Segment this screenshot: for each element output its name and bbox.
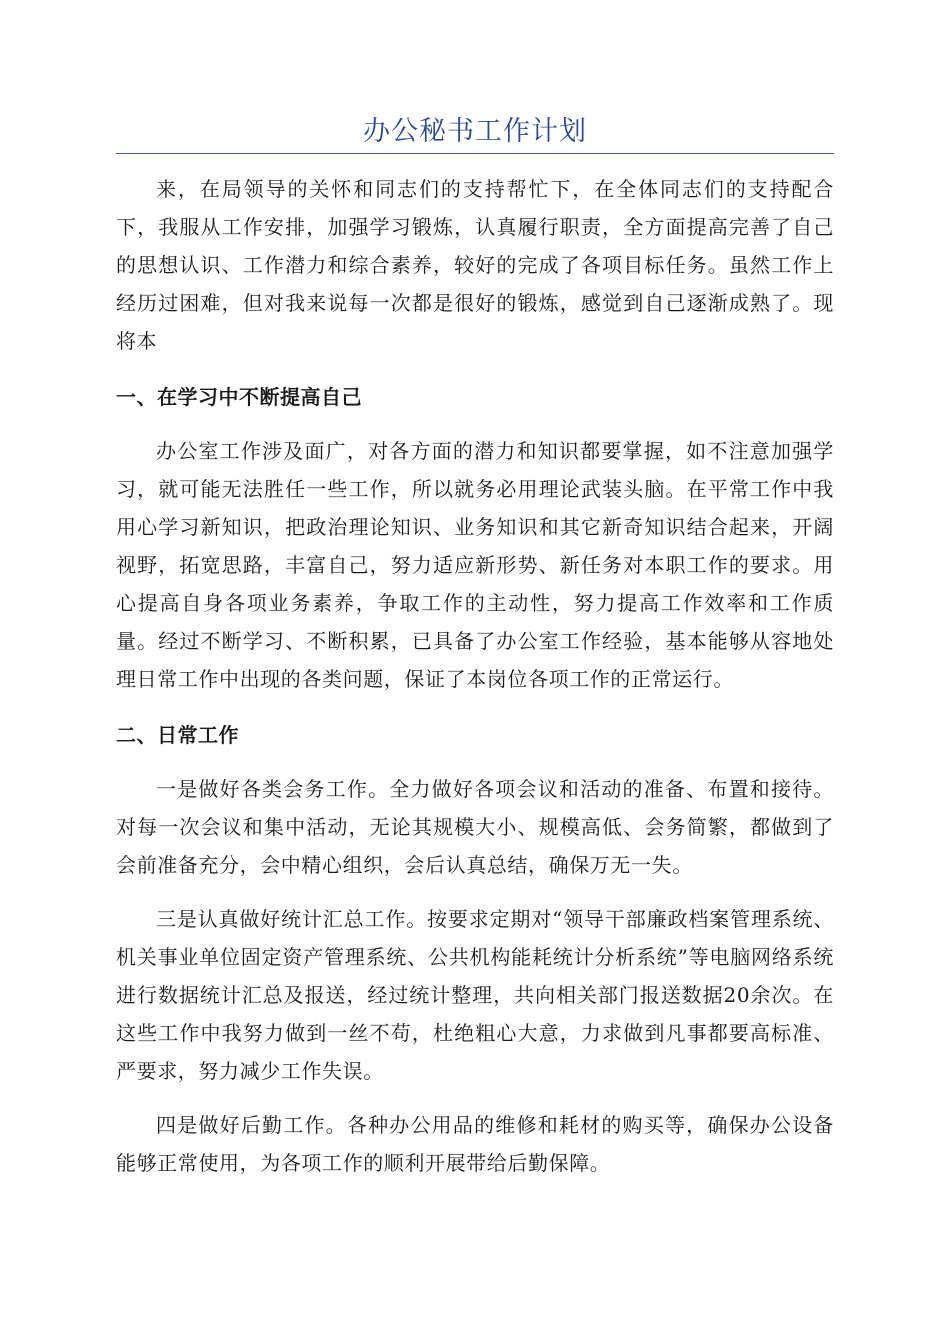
body-paragraph: 一是做好各类会务工作。全力做好各项会议和活动的准备、布置和接待。对每一次会议和集中活动，无论其规模大小、规模高低、会务简繁，都做到了会前准备充分，会中精心组织，会后认真总结，确保万无一失。 [116, 777, 834, 877]
section-heading: 二、日常工作 [116, 723, 239, 747]
intro-paragraph: 来，在局领导的关怀和同志们的支持帮忙下，在全体同志们的支持配合下，我服从工作安排，加强学习锻炼，认真履行职责，全方面提高完善了自己的思想认识、工作潜力和综合素养，较好的完成了各项目标任务。虽然工作上经历过困难，但对我来说每一次都是很好的锻炼，感觉到自己逐渐成熟了。现将本 [116, 177, 834, 353]
title-divider [116, 153, 834, 154]
body-paragraph: 三是认真做好统计汇总工作。按要求定期对“领导干部廉政档案管理系统、机关事业单位固定资产管理系统、公共机构能耗统计分析系统”等电脑网络系统进行数据统计汇总及报送，经过统计整理，共向相关部门报送数据20余次。在这些工作中我努力做到一丝不苟，杜绝粗心大意，力求做到凡事都要高标准、严要求，努力减少工作失误。 [116, 907, 834, 1083]
document-title: 办公秘书工作计划 [363, 116, 587, 147]
section-heading: 一、在学习中不断提高自己 [116, 385, 362, 409]
spacer [116, 698, 834, 716]
document-body [116, 170, 834, 1182]
spacer [116, 1090, 834, 1106]
spacer [116, 884, 834, 900]
body-paragraph: 四是做好后勤工作。各种办公用品的维修和耗材的购买等，确保办公设备能够正常使用，为各项工作的顺利开展带给后勤保障。 [116, 1113, 834, 1175]
spacer [116, 416, 834, 432]
spacer [116, 754, 834, 770]
spacer [116, 360, 834, 378]
body-paragraph: 办公室工作涉及面广，对各方面的潜力和知识都要掌握，如不注意加强学习，就可能无法胜任一些工作，所以就务必用理论武装头脑。在平常工作中我用心学习新知识，把政治理论知识、业务知识和其它新奇知识结合起来，开阔视野，拓宽思路，丰富自己，努力适应新形势、新任务对本职工作的要求。用心提高自身各项业务素养，争取工作的主动性，努力提高工作效率和工作质量。经过不断学习、不断积累，已具备了办公室工作经验，基本能够从容地处理日常工作中出现的各类问题，保证了本岗位各项工作的正常运行。 [116, 439, 834, 691]
